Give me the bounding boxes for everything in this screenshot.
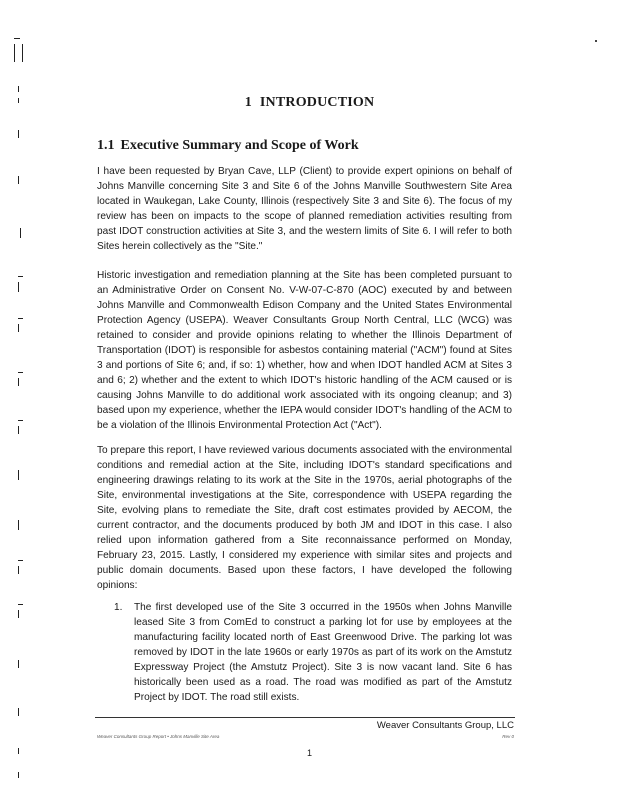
paragraph-methodology: To prepare this report, I have reviewed various documents associated with the environmental conditions and remedial action at the Site, including IDOT's standard specifications and engineering drawings relating to its work at the Site in the 1970s, aerial photographs of the Site, environmental investigations at the Site, correspondence with USEPA regarding the Site, evolving plans to remediate the Site, draft cost estimates provided by AECOM, the current contractor, and the documents produced by both JM and IDOT in this case. I also relied upon information gathered from a Site reconnaissance performed on Monday, February 23, 2015. Lastly, I considered my experience with similar sites and projects and public domain documents. Based upon these factors, I have developed the following opinions: (97, 445, 512, 591)
section-number: 1 (244, 95, 252, 110)
subsection-number: 1.1 (97, 138, 115, 153)
footer-company: Weaver Consultants Group, LLC (376, 720, 514, 731)
subsection-title: Executive Summary and Scope of Work (120, 138, 359, 153)
list-item-number: 1. (114, 602, 123, 613)
footer-reference: Weaver Consultants Group Report • Johns Manville Site Area (97, 734, 220, 739)
subsection-heading (97, 138, 359, 154)
footer-revision: Rev 0 (502, 734, 514, 739)
scan-speck (595, 40, 597, 42)
list-item (114, 600, 512, 705)
section-title: INTRODUCTION (259, 95, 375, 110)
page-number: 1 (306, 748, 312, 758)
footer-divider (95, 717, 515, 718)
paragraph-background: Historic investigation and remediation planning at the Site has been completed pursuant to an Administrative Order on Consent No. V-W-07-C-870 (AOC) executed by and between Johns Manville and Commonwealth Edison Company and the United States Environmental Protection Agency (USEPA). Weaver Consultants Group North Central, LLC (WCG) was retained to consider and provide opinions relating to whether the Illinois Department of Transportation (IDOT) is responsible for asbestos containing material ("ACM") found at Sites 3 and portions of Site 6; and, if so: 1) whether, how and when IDOT handled ACM at Sites 3 and 6; 2) whether and the extent to which IDOT's historic handling of the ACM caused or is causing Johns Manville to do additional work associated with its ongoing cleanup; and 3) based upon my experience, whether the IEPA would consider IDOT's handling of the ACM to be a violation of the Illinois Environmental Protection Act ("Act"). (97, 270, 512, 431)
paragraph-scope: I have been requested by Bryan Cave, LLP (Client) to provide expert opinions on behalf of Johns Manville concerning Site 3 and Site 6 of the Johns Manville Southwestern Site Area located in Waukegan, Lake County, Illinois (respectively Site 3 and Site 6). The focus of my review has been on impacts to the scope of planned remediation activities resulting from past IDOT construction activities at Site 3, and the western limits of Site 6. I will refer to both Sites herein collectively as the "Site." (97, 166, 512, 252)
section-heading (0, 95, 619, 111)
opinions-list (114, 600, 512, 705)
list-item-text: The first developed use of the Site 3 occurred in the 1950s when Johns Manville leased Site 3 from ComEd to construct a parking lot for use by employees at the manufacturing facility located north of East Greenwood Drive. The parking lot was removed by IDOT in the late 1960s or early 1970s as part of its work on the Amstutz Expressway Project (the Amstutz Project). Site 3 is now vacant land. Site 6 has historically been used as a road. The road was modified as part of the Amstutz Project by IDOT. The road still exists. (134, 602, 512, 703)
scan-margin-marks (0, 0, 40, 800)
